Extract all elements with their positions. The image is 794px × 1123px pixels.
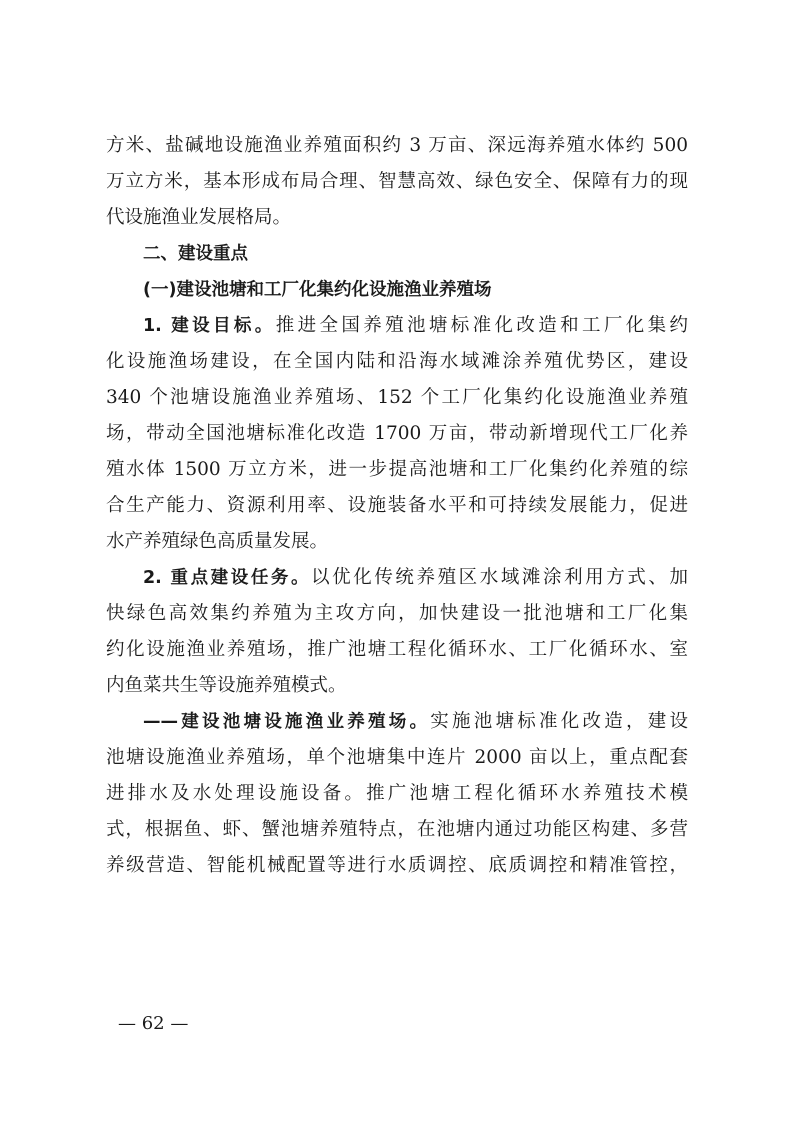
paragraph-first-line xyxy=(106,308,688,344)
paragraph-label: ——建设池塘设施渔业养殖场。 xyxy=(143,712,431,732)
body-line: 场，带动全国池塘标准化改造 1700 万亩，带动新增现代工厂化养 xyxy=(106,423,688,444)
body-line: 代设施渔业发展格局。 xyxy=(106,207,292,228)
paragraph-text: 实施池塘标准化改造，建设 xyxy=(430,711,688,732)
body-line: 内鱼菜共生等设施养殖模式。 xyxy=(106,675,347,696)
subsection-heading: (一)建设池塘和工厂化集约化设施渔业养殖场 xyxy=(143,280,492,300)
page-number: — 62 — xyxy=(118,1013,189,1034)
body-line: 池塘设施渔业养殖场，单个池塘集中连片 2000 亩以上，重点配套 xyxy=(106,747,688,768)
body-line: 进排水及水处理设施设备。推广池塘工程化循环水养殖技术模 xyxy=(106,783,688,804)
body-line: 方米、盐碱地设施渔业养殖面积约 3 万亩、深远海养殖水体约 500 xyxy=(106,135,688,156)
body-line: 万立方米，基本形成布局合理、智慧高效、绿色安全、保障有力的现 xyxy=(106,171,688,192)
body-line: 化设施渔场建设，在全国内陆和沿海水域滩涂养殖优势区，建设 xyxy=(106,351,688,372)
body-line: 殖水体 1500 万立方米，进一步提高池塘和工厂化集约化养殖的综 xyxy=(106,459,688,480)
paragraph-text: 推进全国养殖池塘标准化改造和工厂化集约 xyxy=(275,315,688,336)
body-line: 合生产能力、资源利用率、设施装备水平和可持续发展能力，促进 xyxy=(106,495,688,516)
paragraph-first-line xyxy=(106,704,688,740)
paragraph-first-line xyxy=(106,560,688,596)
body-line: 水产养殖绿色高质量发展。 xyxy=(106,531,329,552)
section-heading: 二、建设重点 xyxy=(143,244,248,264)
body-line: 式，根据鱼、虾、蟹池塘养殖特点，在池塘内通过功能区构建、多营 xyxy=(106,819,688,840)
paragraph-label: 2. 重点建设任务。 xyxy=(143,568,312,588)
paragraph-label: 1. 建设目标。 xyxy=(143,316,276,336)
body-line: 约化设施渔业养殖场，推广池塘工程化循环水、工厂化循环水、室 xyxy=(106,639,688,660)
body-line: 养级营造、智能机械配置等进行水质调控、底质调控和精准管控， xyxy=(106,855,688,876)
paragraph-text: 以优化传统养殖区水域滩涂利用方式、加 xyxy=(311,567,688,588)
body-line: 快绿色高效集约养殖为主攻方向，加快建设一批池塘和工厂化集 xyxy=(106,603,688,624)
document-page xyxy=(106,128,688,884)
body-line: 340 个池塘设施渔业养殖场、152 个工厂化集约化设施渔业养殖 xyxy=(106,387,688,408)
